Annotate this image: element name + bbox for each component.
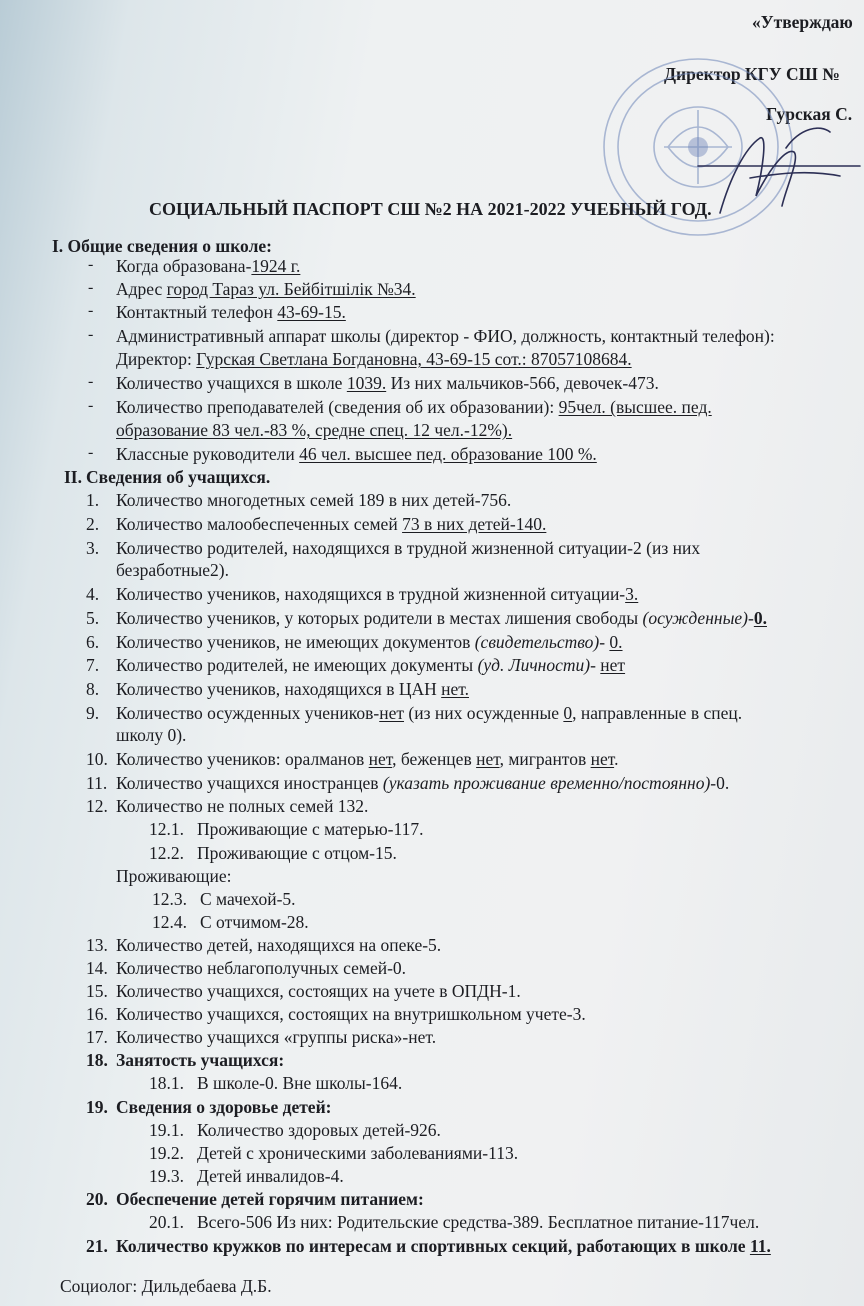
teachers-line-2: образование 83 чел.-83 %, средне спец. 12 чел.-12%). <box>116 420 513 440</box>
sub-item: 19.2. Детей с хроническими заболеваниями-113. <box>149 1143 519 1163</box>
list-item: 10. Количество учеников: оралманов нет, беженцев нет, мигрантов нет. <box>86 749 619 769</box>
list-item: 7. Количество родителей, не имеющих документы (уд. Личности)- нет <box>86 655 626 675</box>
bullet-dash: - <box>88 397 94 414</box>
sub-item: 20.1. Всего-506 Из них: Родительские средства-389. Бесплатное питание-117чел. <box>149 1212 760 1232</box>
section-2-heading: II. Сведения об учащихся. <box>64 467 271 487</box>
list-item: 6. Количество учеников, не имеющих документов (свидетельство)- 0. <box>86 632 623 652</box>
list-item: 14. Количество неблагополучных семей-0. <box>86 958 407 978</box>
list-item: 1. Количество многодетных семей 189 в них детей-756. <box>86 490 512 510</box>
sub-heading: Проживающие: <box>116 866 232 886</box>
approval-caption: «Утверждаю <box>752 12 853 32</box>
sub-item: 12.2. Проживающие с отцом-15. <box>149 843 397 863</box>
list-item: 16. Количество учащихся, состоящих на внутришкольном учете-3. <box>86 1004 586 1024</box>
teachers-line-1: Количество преподавателей (сведения об их образовании): 95чел. (высшее. пед. <box>116 397 712 417</box>
phone-line: Контактный телефон 43-69-15. <box>116 302 346 322</box>
list-item: 12. Количество не полных семей 132. <box>86 796 369 816</box>
list-item: 4. Количество учеников, находящихся в трудной жизненной ситуации-3. <box>86 584 639 604</box>
list-item: 8. Количество учеников, находящихся в ЦАН нет. <box>86 679 469 699</box>
list-item: 20. Обеспечение детей горячим питанием: <box>86 1189 424 1209</box>
sociologist-signature-line: Социолог: Дильдебаева Д.Б. <box>60 1276 272 1296</box>
founded-line: Когда образована-1924 г. <box>116 256 301 276</box>
section-1-heading: I. Общие сведения о школе: <box>52 236 272 256</box>
bullet-dash: - <box>88 326 94 343</box>
list-item: 17. Количество учащихся «группы риска»-нет. <box>86 1027 437 1047</box>
sub-item: 12.4. С отчимом-28. <box>152 912 309 932</box>
sub-item: 19.1. Количество здоровых детей-926. <box>149 1120 441 1140</box>
address-line: Адрес город Тараз ул. Бейбітшілік №34. <box>116 279 416 299</box>
list-item: 5. Количество учеников, у которых родители в местах лишения свободы (осужденные)-0. <box>86 608 767 628</box>
list-item: 11. Количество учащихся иностранцев (указать проживание временно/постоянно)-0. <box>86 773 730 793</box>
list-item: 2. Количество малообеспеченных семей 73 в них детей-140. <box>86 514 547 534</box>
page-title: СОЦИАЛЬНЫЙ ПАСПОРТ СШ №2 НА 2021-2022 УЧЕБНЫЙ ГОД. <box>149 199 712 219</box>
list-item: 19. Сведения о здоровье детей: <box>86 1097 332 1117</box>
bullet-dash: - <box>88 256 94 273</box>
students-line: Количество учащихся в школе 1039. Из них мальчиков-566, девочек-473. <box>116 373 659 393</box>
list-item: 18. Занятость учащихся: <box>86 1050 285 1070</box>
director-title: Директор КГУ СШ № <box>664 64 840 84</box>
list-item: 9. Количество осужденных учеников-нет (из них осужденные 0, направленные в спец. <box>86 703 743 723</box>
sub-item: 18.1. В школе-0. Вне школы-164. <box>149 1073 403 1093</box>
bullet-dash: - <box>88 373 94 390</box>
list-item: 21. Количество кружков по интересам и спортивных секций, работающих в школе 11. <box>86 1236 771 1256</box>
director-signature-icon <box>690 118 864 228</box>
bullet-dash: - <box>88 444 94 461</box>
admin-line-2: Директор: Гурская Светлана Богдановна, 43-69-15 сот.: 87057108684. <box>116 349 632 369</box>
admin-line-1: Административный аппарат школы (директор - ФИО, должность, контактный телефон): <box>116 326 775 346</box>
list-item-continued: школу 0). <box>116 725 187 745</box>
sub-item: 12.3. С мачехой-5. <box>152 889 296 909</box>
bullet-dash: - <box>88 279 94 296</box>
list-item: 13. Количество детей, находящихся на опеке-5. <box>86 935 442 955</box>
list-item-continued: безработные2). <box>116 560 229 580</box>
list-item: 3. Количество родителей, находящихся в трудной жизненной ситуации-2 (из них <box>86 538 701 558</box>
director-name: Гурская С. <box>766 104 853 124</box>
sub-item: 12.1. Проживающие с матерью-117. <box>149 819 424 839</box>
class-teachers-line: Классные руководители 46 чел. высшее пед. образование 100 %. <box>116 444 597 464</box>
sub-item: 19.3. Детей инвалидов-4. <box>149 1166 344 1186</box>
list-item: 15. Количество учащихся, состоящих на учете в ОПДН-1. <box>86 981 521 1001</box>
bullet-dash: - <box>88 302 94 319</box>
